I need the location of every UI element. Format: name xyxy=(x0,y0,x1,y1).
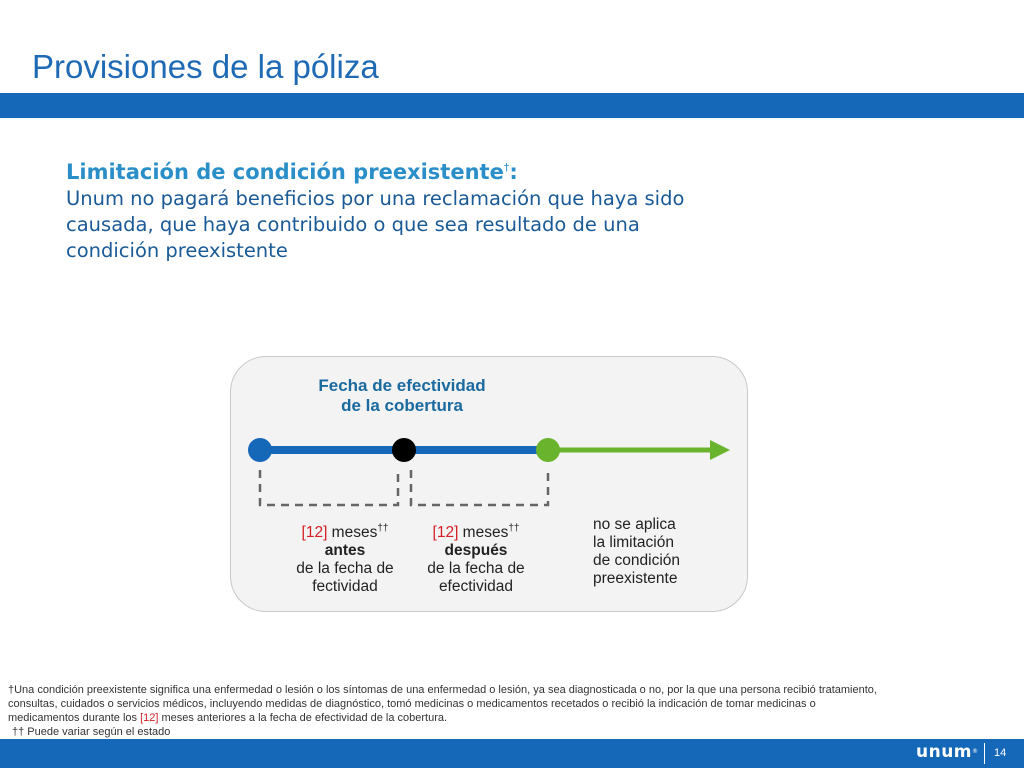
bracket-after xyxy=(411,470,548,505)
before-emphasis: antes xyxy=(324,542,366,560)
after-months-line xyxy=(400,520,552,542)
unum-logo xyxy=(916,742,979,762)
effective-date-title-line1: Fecha de efectividad xyxy=(318,376,486,395)
after-line3: de la fecha de xyxy=(427,560,525,578)
logo-text: unum xyxy=(916,742,973,762)
bracket-before xyxy=(260,470,398,505)
footnote-part2: meses anteriores a la fecha de efectividad de la cobertura. xyxy=(158,712,448,724)
no-limitation-line3: de condición xyxy=(593,552,681,569)
slide-title: Provisiones de la póliza xyxy=(32,48,379,85)
dagger-mark: † xyxy=(503,161,510,174)
heading-colon: : xyxy=(509,160,518,184)
intro-heading-text: Limitación de condición preexistente xyxy=(66,160,504,184)
after-months-word: meses xyxy=(458,524,509,542)
no-limitation-line1: no se aplica xyxy=(593,516,676,533)
after-emphasis: después xyxy=(444,542,508,560)
footnote-state-variation: †† Puede variar según el estado xyxy=(12,726,171,738)
footnote-months: [12] xyxy=(140,712,159,724)
start-point-marker xyxy=(248,438,272,462)
footnote-preexisting-definition xyxy=(8,683,888,725)
footnotes xyxy=(8,683,888,739)
page-number: 14 xyxy=(994,747,1007,759)
no-limitation-line4: preexistente xyxy=(593,570,678,587)
after-double-dagger: †† xyxy=(508,523,520,534)
no-limitation-label xyxy=(593,516,723,588)
effective-date-marker xyxy=(392,438,416,462)
after-period-label xyxy=(400,520,552,596)
before-months-word: meses xyxy=(327,524,378,542)
before-line3: de la fecha de xyxy=(296,560,394,578)
after-line4: efectividad xyxy=(438,578,514,596)
registered-mark: ® xyxy=(972,748,979,755)
footer-band xyxy=(0,739,1024,768)
after-months-value: [12] xyxy=(432,524,459,542)
footer-divider xyxy=(984,743,985,764)
effective-date-title-line2: de la cobertura xyxy=(341,396,463,415)
end-point-marker xyxy=(536,438,560,462)
before-line4: fectividad xyxy=(312,578,378,596)
before-months-value: [12] xyxy=(301,524,328,542)
timeline-arrowhead xyxy=(710,440,730,460)
no-limitation-line2: la limitación xyxy=(593,534,674,551)
intro-body: Unum no pagará beneficios por una reclamación que haya sido causada, que haya contribuido o que sea resultado de una condición preexistente xyxy=(66,187,685,262)
footnote-part1: †Una condición preexistente significa una enfermedad o lesión o los síntomas de una enfermedad o lesión, ya sea diagnosticada o no, por la que una persona recibió tratamiento, consultas, cuidados o servicios médicos, incluyendo medidas de diagnóstico, tomó medicinas o medicamentos recetados o recibió la indicación de tomar medicinas o medicamentos durante los xyxy=(8,684,877,724)
before-double-dagger: †† xyxy=(377,523,389,534)
